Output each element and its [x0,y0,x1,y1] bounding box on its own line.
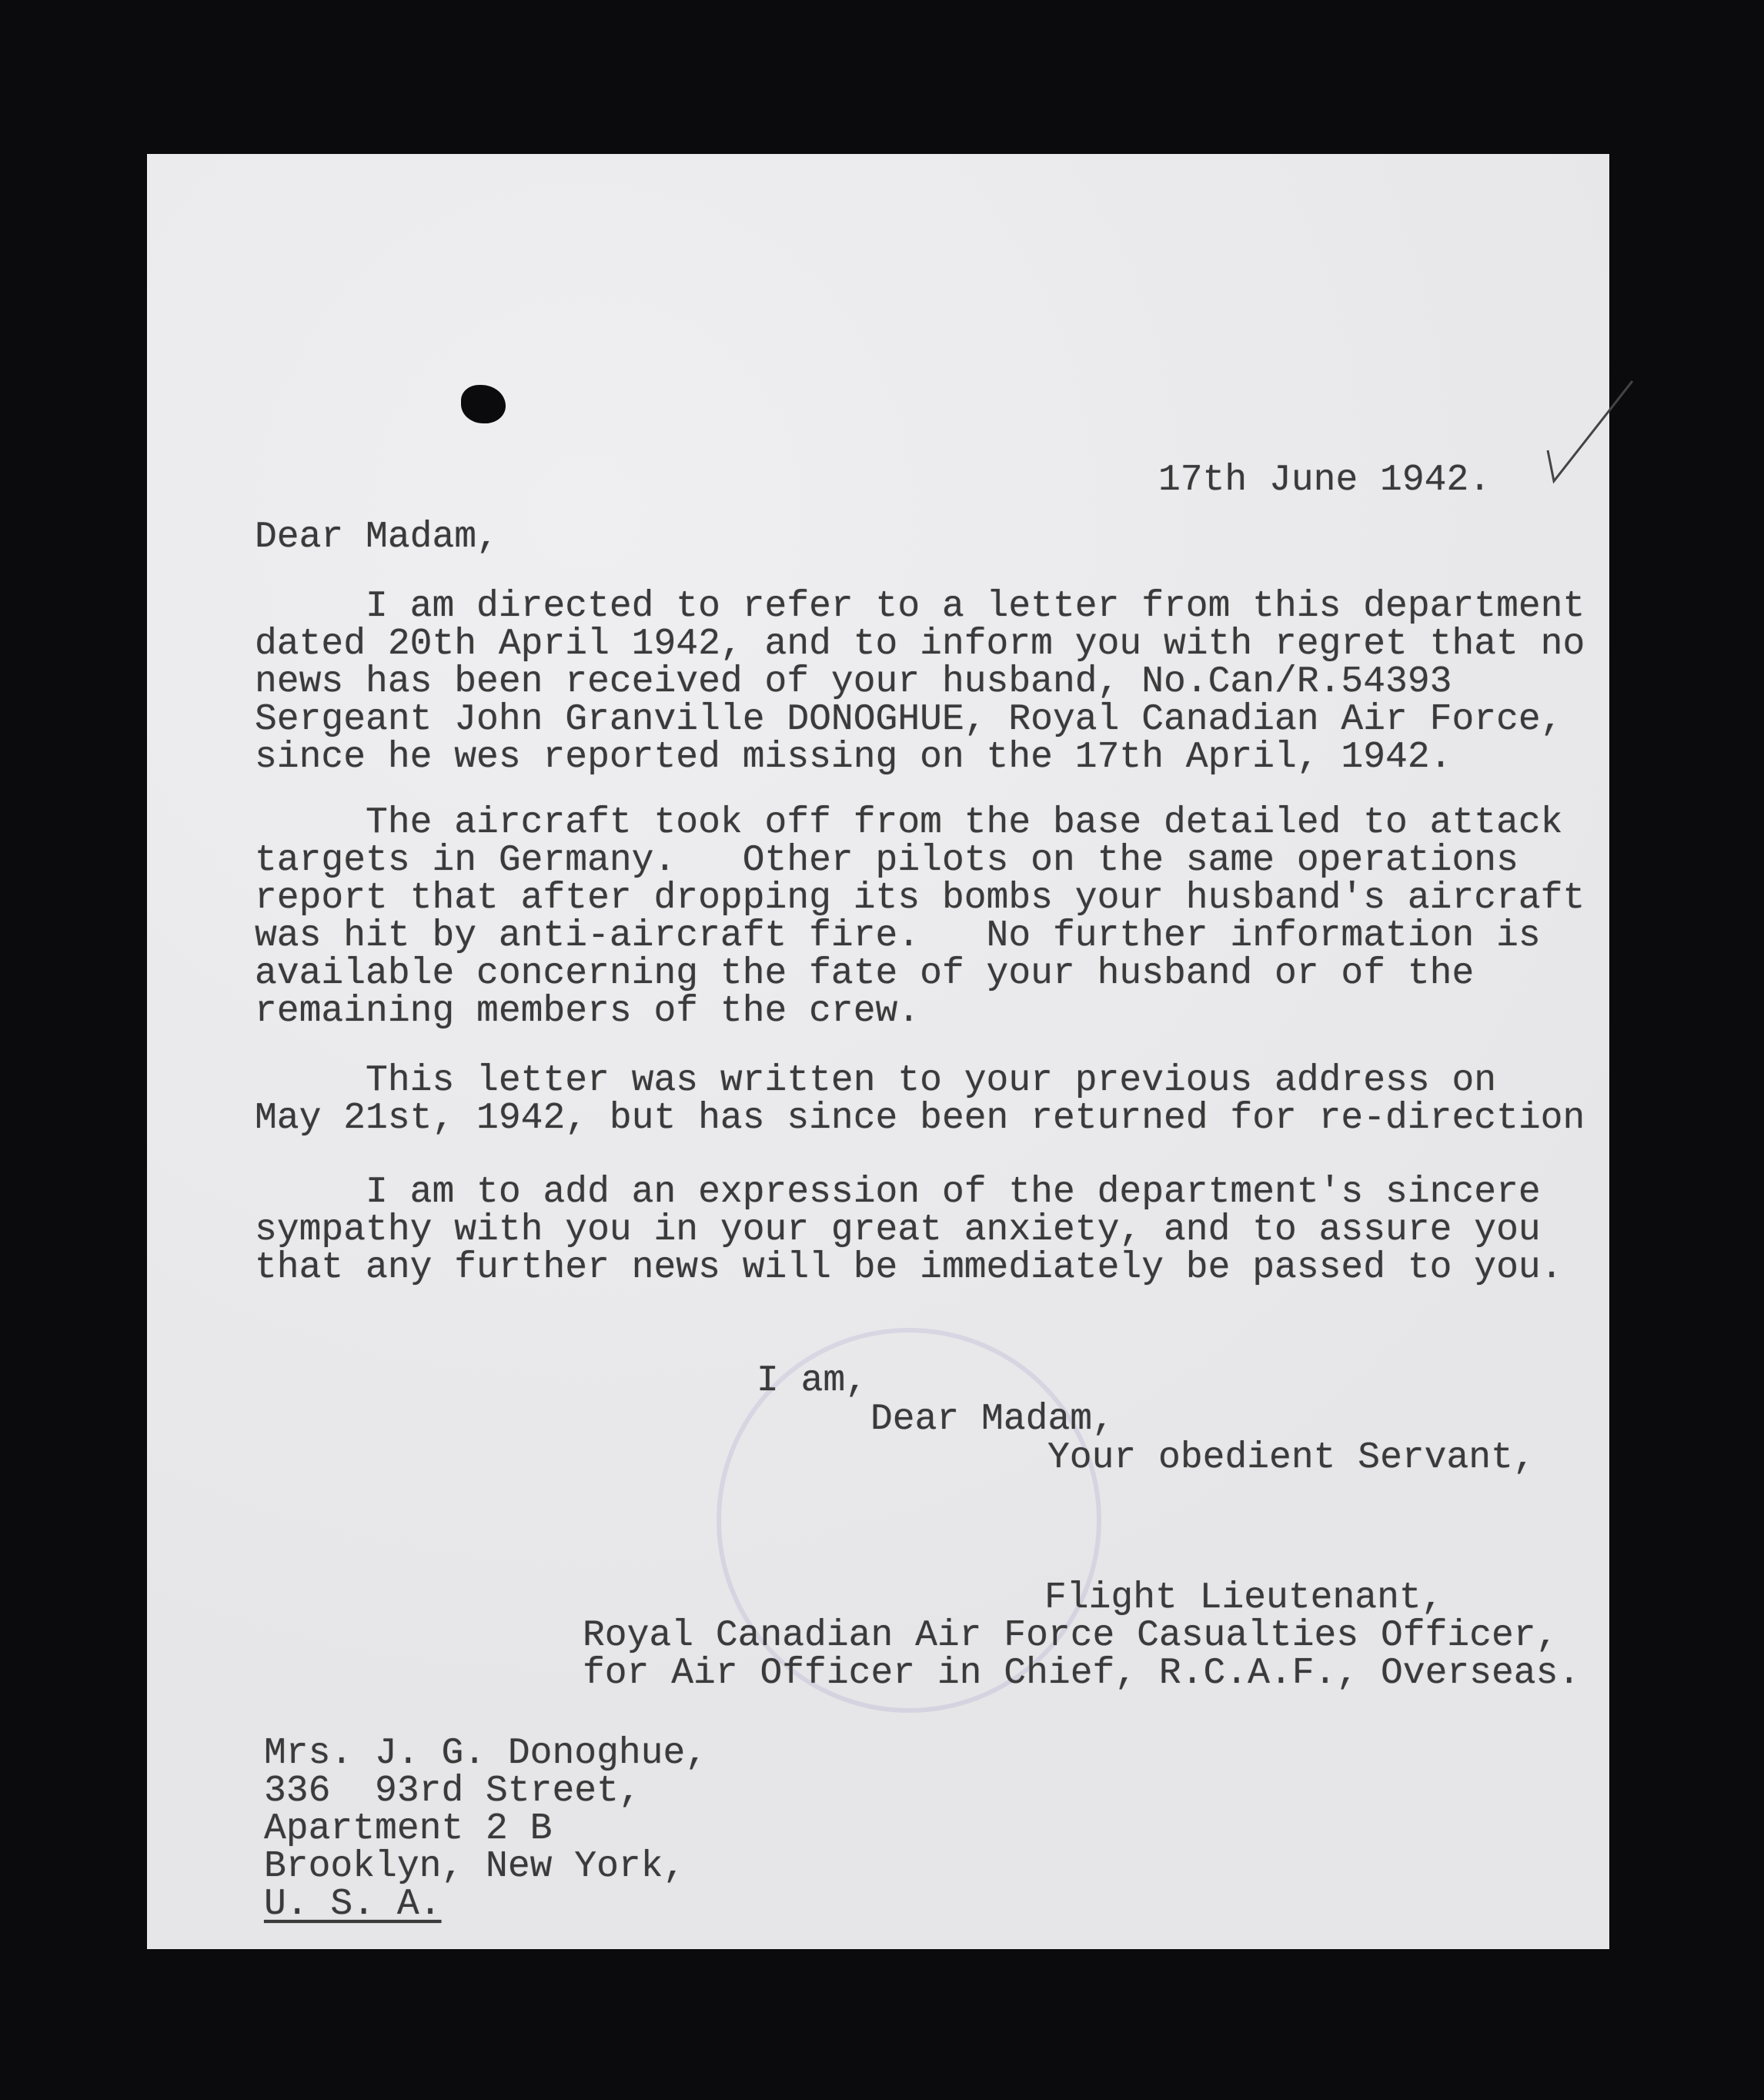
text-line: I am to add an expression of the department's sincere [255,1172,1541,1213]
closing-line: Dear Madam, [870,1399,1114,1440]
address-line: Apartment 2 B [264,1808,553,1850]
checkmark-icon [1532,373,1640,489]
text-line: The aircraft took off from the base detailed to attack [255,802,1563,844]
text-line: Sergeant John Granville DONOGHUE, Royal Canadian Air Force, [255,699,1563,741]
closing-line: Your obedient Servant, [1047,1437,1535,1479]
text-line: was hit by anti-aircraft fire. No further information is [255,915,1541,957]
paragraph-1 [255,588,1585,777]
text-line: targets in Germany. Other pilots on the same operations [255,840,1518,881]
salutation: Dear Madam, [255,517,499,558]
text-line: news has been received of your husband, No.Can/R.54393 [255,661,1452,703]
text-line: report that after dropping its bombs your husband's aircraft [255,878,1585,919]
text-line: I am directed to refer to a letter from this department [255,586,1585,627]
closing-line: I am, [757,1360,868,1402]
text-line: This letter was written to your previous address on [255,1060,1497,1102]
letter-date: 17th June 1942. [1158,460,1492,501]
text-line: that any further news will be immediately be passed to you. [255,1247,1563,1289]
text-line: May 21st, 1942, but has since been returned for re-direction [255,1098,1585,1139]
punch-hole [461,385,506,423]
signature-line: Royal Canadian Air Force Casualties Officer, [583,1615,1559,1657]
text-line: remaining members of the crew. [255,991,920,1032]
text-line: since he wes reported missing on the 17th April, 1942. [255,737,1452,778]
text-line: sympathy with you in your great anxiety, and to assure you [255,1209,1541,1251]
text-line: dated 20th April 1942, and to inform you with regret that no [255,624,1585,665]
paragraph-3 [255,1062,1585,1138]
signature-line: Flight Lieutenant, [1044,1577,1444,1619]
address-line: 336 93rd Street, [264,1771,641,1812]
paragraph-4 [255,1174,1562,1287]
address-country: U. S. A. [264,1884,442,1925]
address-line: Brooklyn, New York, [264,1846,686,1888]
paragraph-2 [255,804,1585,1031]
address-line: Mrs. J. G. Donoghue, [264,1733,708,1774]
signature-line: for Air Officer in Chief, R.C.A.F., Overseas. [583,1653,1581,1694]
recipient-address [264,1735,707,1924]
text-line: available concerning the fate of your husband or of the [255,953,1475,995]
